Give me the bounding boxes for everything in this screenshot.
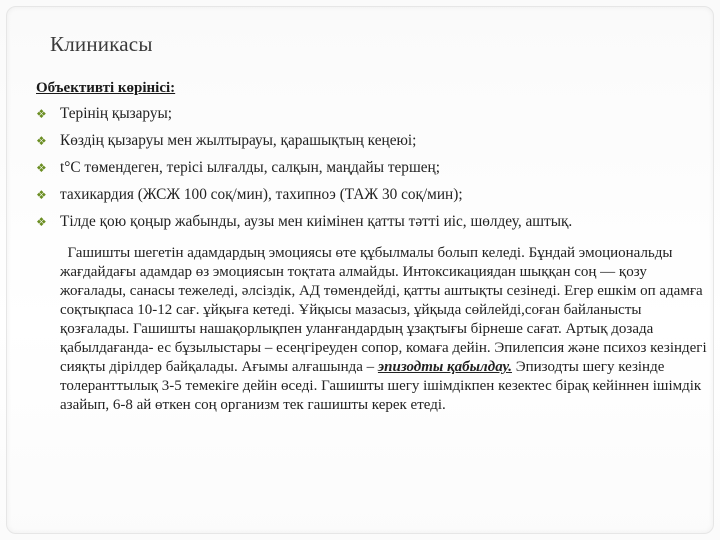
- diamond-check-bullet-icon: ❖: [36, 134, 47, 148]
- list-item: [36, 131, 696, 158]
- list-item: [36, 185, 696, 212]
- section-subtitle: Объективті көрінісі:: [36, 80, 176, 96]
- list-item-text: тахикардия (ЖСЖ 100 соқ/мин), тахипноэ (ТАЖ 30 соқ/мин);: [60, 186, 463, 203]
- list-item: [36, 158, 696, 185]
- list-item-text: Тілде қою қоңыр жабынды, аузы мен киімінен қатты тәтті иіс, шөлдеу, аштық.: [60, 213, 573, 230]
- list-item-text: Көздің қызаруы мен жылтырауы, қарашықтың кеңеюі;: [60, 132, 417, 149]
- list-item: [36, 104, 696, 131]
- list-item-text: t°C төмендеген, терісі ылғалды, салқын, маңдайы тершең;: [60, 159, 440, 176]
- diamond-check-bullet-icon: ❖: [36, 107, 47, 121]
- diamond-check-bullet-icon: ❖: [36, 215, 47, 229]
- description-paragraph: [60, 244, 708, 415]
- symptom-list: [36, 104, 696, 239]
- list-item-text: Терінің қызаруы;: [60, 105, 173, 122]
- paragraph-text-start: Гашишты шегетін адамдардың эмоциясы өте құбылмалы болып келеді. Бұндай эмоциональды жағдайдағы адамдар өз эмоциясын тоқтата алмайды. Интоксикациядан шыққан соң — қозу жоғалады, санасы тежеледі, әлсіздік, АД төмендейді, қатты аштықты сезінеді. Егер ешкім оп адамға соқтықпаса 10-12 сағ. ұйқыға кетеді. Ұйқысы мазасыз, ұйқыда сөйлейді,соған байланысты қозғалады. Гашишты нашақорлықпен уланғандардың ұзақтығы бірнеше сағат. Артық дозада қабылдағанда- ес бұзылыстары – есеңгіреуден сопор, комаға дейін. Эпилепсия және психоз кезіндегі сияқты дірілдер байқалады. Ағымы алғашында –: [60, 245, 707, 375]
- paragraph-emphasis: эпизодты қабылдау.: [377, 359, 512, 375]
- slide-title: Клиникасы: [50, 32, 153, 56]
- diamond-check-bullet-icon: ❖: [36, 188, 47, 202]
- paragraph-text-end: Эпизодты шегу кезінде толеранттылық 3-5 темекіге дейін өседі. Гашишты шегу ішімдікпен кезектес бірақ кейіннен ішімдік азайып, 6-8 ай өткен соң организм тек гашишты керек етеді.: [60, 359, 702, 413]
- list-item: [36, 212, 696, 239]
- diamond-check-bullet-icon: ❖: [36, 161, 47, 175]
